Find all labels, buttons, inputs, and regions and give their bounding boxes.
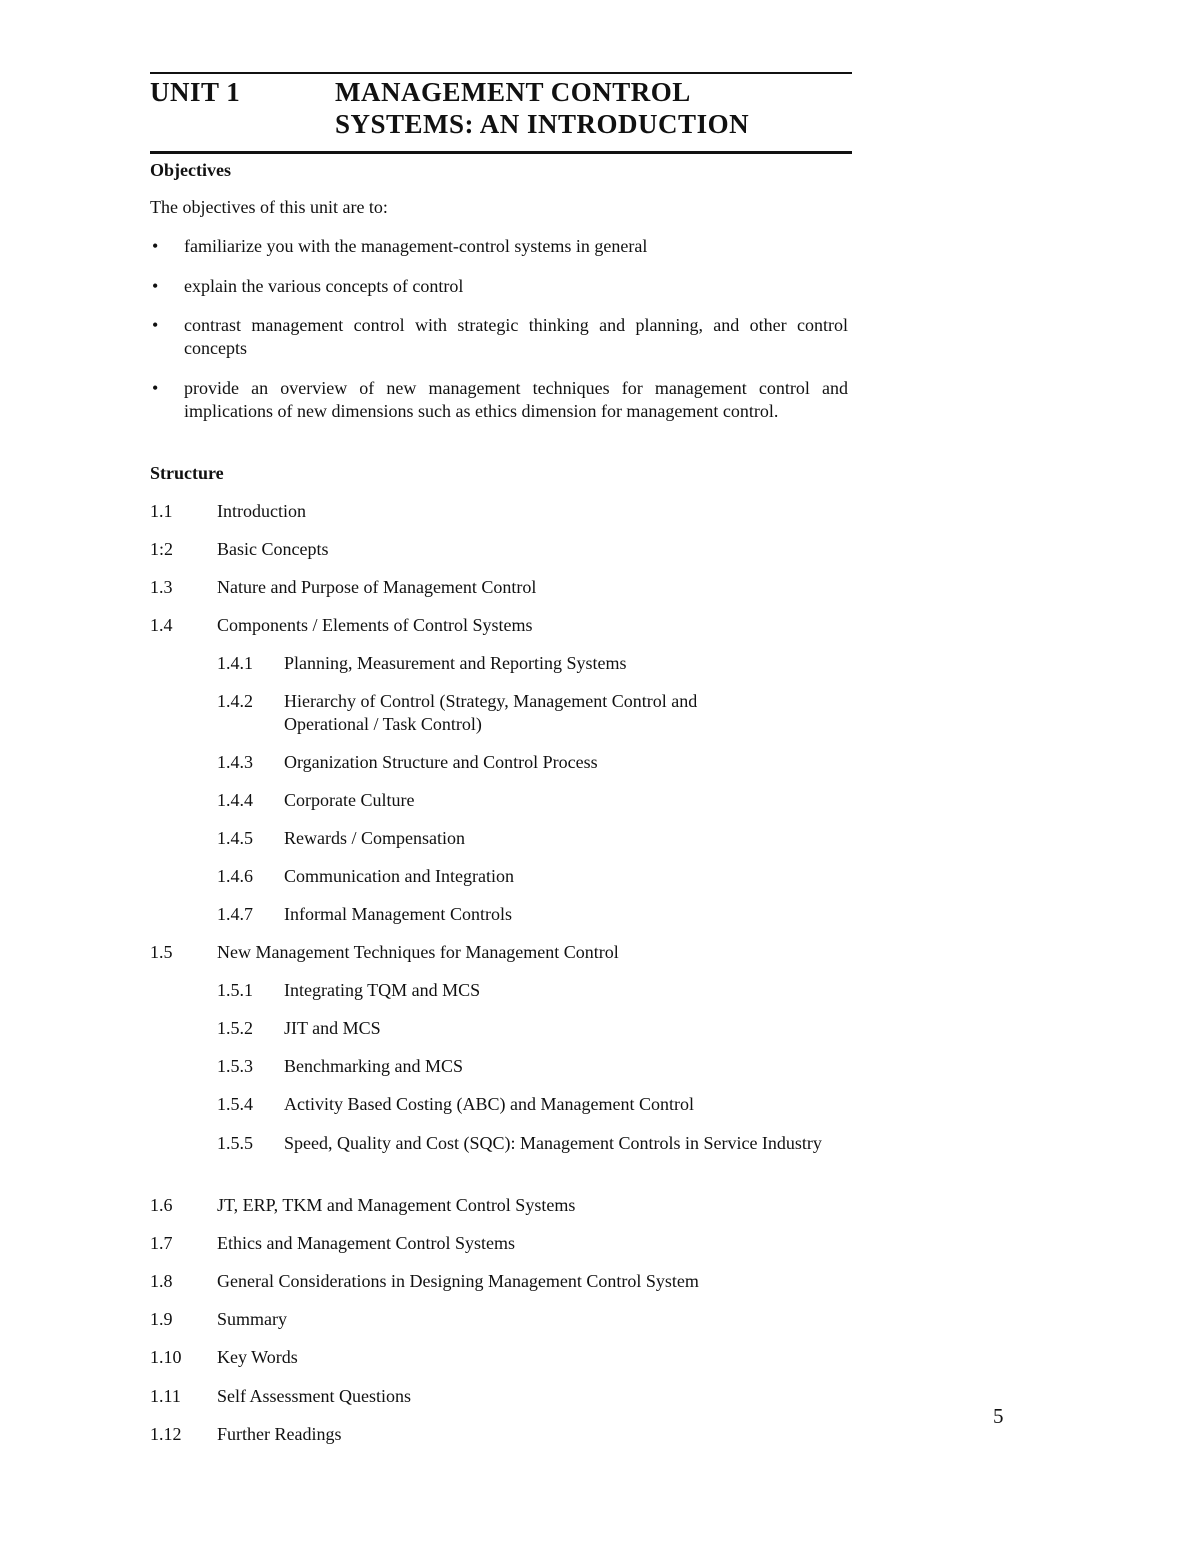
subsection-number: 1.4.3 xyxy=(217,752,253,772)
section-number: 1.4 xyxy=(150,615,173,635)
section-number: 1.9 xyxy=(150,1309,173,1329)
section-title: Further Readings xyxy=(217,1424,342,1444)
section-title: Key Words xyxy=(217,1347,298,1367)
objective-text: contrast management control with strategic thinking and planning, and other control concepts xyxy=(184,315,848,358)
subsection-number: 1.4.1 xyxy=(217,653,253,673)
subsection-number: 1.5.2 xyxy=(217,1018,253,1038)
subsection-title: Communication and Integration xyxy=(284,866,514,886)
section-number: 1.12 xyxy=(150,1424,182,1444)
page-number: 5 xyxy=(993,1404,1004,1428)
subsection-title: Organization Structure and Control Process xyxy=(284,752,598,772)
bullet-icon: • xyxy=(152,315,159,335)
subsection-title: Corporate Culture xyxy=(284,790,415,810)
objectives-intro: The objectives of this unit are to: xyxy=(150,197,388,217)
subsection-title: Integrating TQM and MCS xyxy=(284,980,481,1000)
section-number: 1.10 xyxy=(150,1347,182,1367)
subsection-title: Benchmarking and MCS xyxy=(284,1056,463,1076)
unit-title xyxy=(335,76,749,140)
subsection-number: 1.4.4 xyxy=(217,790,253,810)
subsection-number: 1.4.6 xyxy=(217,866,253,886)
section-number: 1.6 xyxy=(150,1195,173,1215)
section-title: Components / Elements of Control Systems xyxy=(217,615,533,635)
subsection-title: Speed, Quality and Cost (SQC): Management Controls in Service Industry xyxy=(284,1133,822,1153)
subsection-number: 1.4.2 xyxy=(217,691,253,711)
structure-heading: Structure xyxy=(150,463,224,483)
unit-title-line-1: MANAGEMENT CONTROL xyxy=(335,77,691,107)
bullet-icon: • xyxy=(152,378,159,398)
subsection-title: Planning, Measurement and Reporting Systems xyxy=(284,653,627,673)
subsection-number: 1.4.7 xyxy=(217,904,253,924)
subsection-title: Informal Management Controls xyxy=(284,904,512,924)
subsection-title: Hierarchy of Control (Strategy, Management Control and Operational / Task Control) xyxy=(284,691,698,734)
unit-title-line-2: SYSTEMS: AN INTRODUCTION xyxy=(335,109,750,139)
section-title: New Management Techniques for Management Control xyxy=(217,942,619,962)
objective-text: explain the various concepts of control xyxy=(184,276,464,296)
objective-text: provide an overview of new management techniques for management control and implications of new dimensions such as ethics dimension for management control. xyxy=(184,378,848,421)
section-number: 1.8 xyxy=(150,1271,173,1291)
subsection-title: Rewards / Compensation xyxy=(284,828,465,848)
section-title: Introduction xyxy=(217,501,306,521)
section-title: JT, ERP, TKM and Management Control Systems xyxy=(217,1195,576,1215)
objectives-heading: Objectives xyxy=(150,160,231,180)
section-title: General Considerations in Designing Management Control System xyxy=(217,1271,699,1291)
unit-label: UNIT 1 xyxy=(150,77,241,107)
section-title: Summary xyxy=(217,1309,287,1329)
section-number: 1:2 xyxy=(150,539,174,559)
section-title: Nature and Purpose of Management Control xyxy=(217,577,537,597)
subsection-title: JIT and MCS xyxy=(284,1018,381,1038)
bullet-icon: • xyxy=(152,236,159,256)
section-title: Self Assessment Questions xyxy=(217,1386,412,1406)
section-number: 1.1 xyxy=(150,501,173,521)
section-title: Basic Concepts xyxy=(217,539,329,559)
section-number: 1.5 xyxy=(150,942,173,962)
subsection-number: 1.5.3 xyxy=(217,1056,253,1076)
subsection-number: 1.5.1 xyxy=(217,980,253,1000)
objective-text: familiarize you with the management-control systems in general xyxy=(184,236,648,256)
section-number: 1.11 xyxy=(150,1386,181,1406)
subsection-number: 1.5.5 xyxy=(217,1133,253,1153)
subsection-number: 1.5.4 xyxy=(217,1094,253,1114)
header-bottom-rule xyxy=(150,151,852,154)
section-title: Ethics and Management Control Systems xyxy=(217,1233,515,1253)
section-number: 1.3 xyxy=(150,577,173,597)
section-number: 1.7 xyxy=(150,1233,173,1253)
bullet-icon: • xyxy=(152,276,159,296)
header-top-rule xyxy=(150,72,852,74)
subsection-number: 1.4.5 xyxy=(217,828,253,848)
subsection-title: Activity Based Costing (ABC) and Management Control xyxy=(284,1094,694,1114)
